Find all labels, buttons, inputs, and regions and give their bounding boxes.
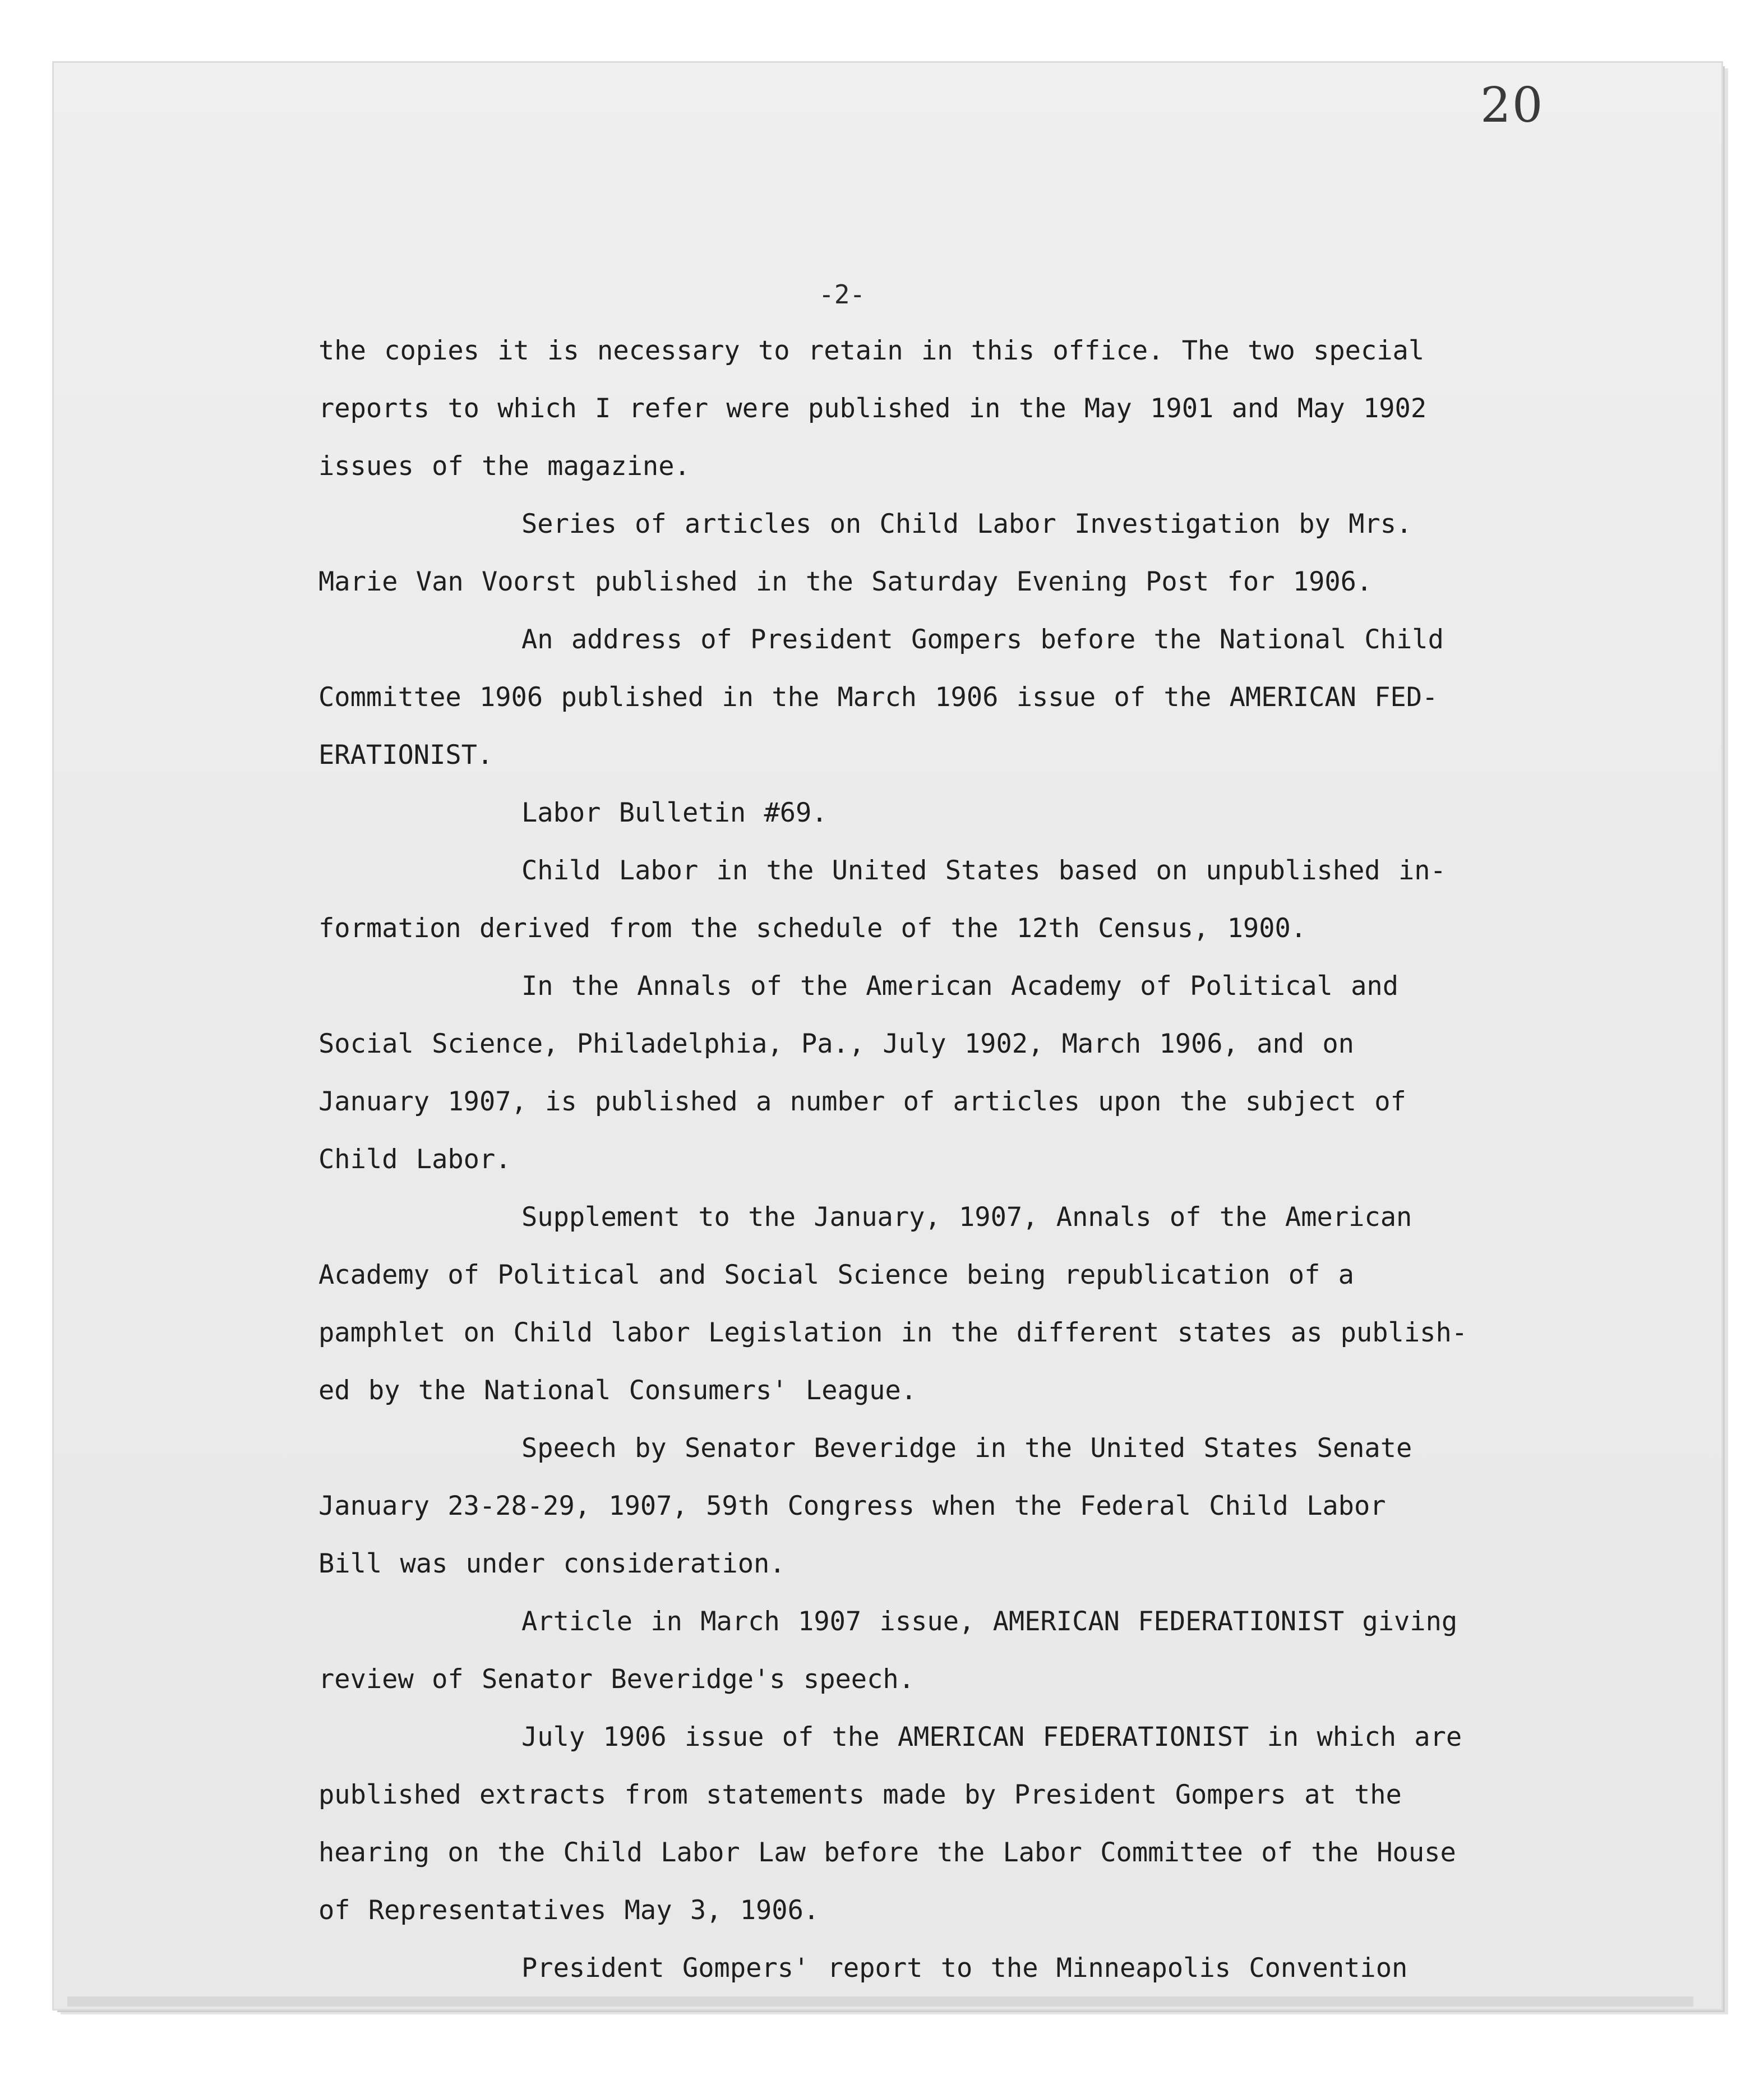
text-line: Labor Bulletin #69.	[521, 797, 828, 828]
text-line: review of Senator Beveridge's speech.	[318, 1664, 915, 1695]
text-line: published extracts from statements made by President Gompers at the	[318, 1779, 1402, 1810]
text-line: reports to which I refer were published in the May 1901 and May 1902	[318, 393, 1427, 424]
text-line: Academy of Political and Social Science being republication of a	[318, 1260, 1354, 1290]
text-line: issues of the magazine.	[318, 451, 690, 482]
text-line: January 23-28-29, 1907, 59th Congress when the Federal Child Labor	[318, 1491, 1386, 1521]
text-line: Article in March 1907 issue, AMERICAN FEDERATIONIST giving	[521, 1606, 1458, 1637]
text-line: Committee 1906 published in the March 1906 issue of the AMERICAN FED-	[318, 682, 1438, 713]
text-line: hearing on the Child Labor Law before the Labor Committee of the House	[318, 1837, 1456, 1868]
sheet-number: -2-	[819, 279, 866, 310]
text-line: Marie Van Voorst published in the Saturday Evening Post for 1906.	[318, 566, 1373, 597]
text-line: of Representatives May 3, 1906.	[318, 1895, 820, 1926]
text-line: formation derived from the schedule of the 12th Census, 1900.	[318, 913, 1307, 944]
text-line: Supplement to the January, 1907, Annals of the American	[521, 1202, 1412, 1233]
text-line: Bill was under consideration.	[318, 1548, 786, 1579]
text-line: July 1906 issue of the AMERICAN FEDERATIONIST in which are	[521, 1722, 1462, 1753]
text-line: the copies it is necessary to retain in this office. The two special	[318, 335, 1425, 366]
text-line: ERATIONIST.	[318, 740, 493, 771]
text-line: ed by the National Consumers' League.	[318, 1375, 917, 1406]
text-line: Series of articles on Child Labor Investigation by Mrs.	[521, 509, 1412, 540]
text-line: January 1907, is published a number of articles upon the subject of	[318, 1086, 1406, 1117]
page-edge	[67, 1996, 1693, 2007]
text-line: Child Labor in the United States based on unpublished in-	[521, 855, 1446, 886]
text-line: Speech by Senator Beveridge in the United States Senate	[521, 1433, 1412, 1464]
text-line: President Gompers' report to the Minneapolis Convention	[521, 1953, 1408, 1984]
text-line: pamphlet on Child labor Legislation in the different states as publish-	[318, 1317, 1468, 1348]
document-body	[318, 322, 1507, 1997]
text-line: Child Labor.	[318, 1144, 511, 1175]
text-line: An address of President Gompers before the National Child	[521, 624, 1444, 655]
text-line: Social Science, Philadelphia, Pa., July 1902, March 1906, and on	[318, 1029, 1354, 1059]
text-line: In the Annals of the American Academy of Political and	[521, 971, 1399, 1002]
page-number: 20	[1480, 77, 1544, 133]
